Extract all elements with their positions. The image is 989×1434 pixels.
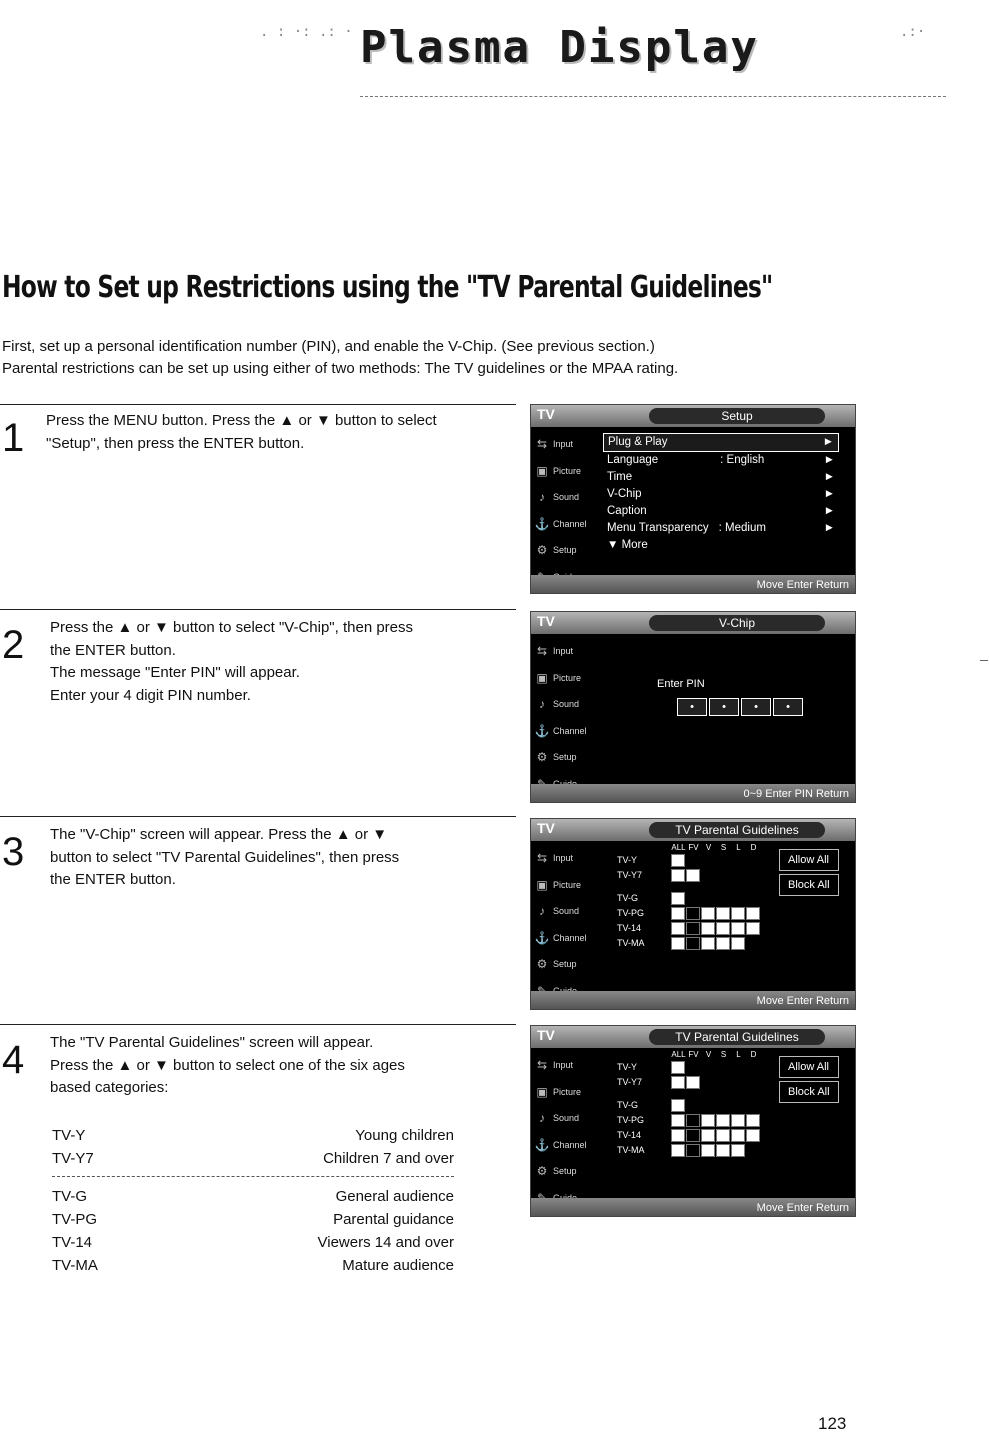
rating-row [52, 1231, 454, 1254]
side-label: Sound [553, 492, 580, 503]
rating-grid [615, 843, 761, 950]
grid-col-label: ALL [671, 843, 686, 852]
side-label: Picture [553, 465, 582, 476]
grid-col-label: ALL [671, 1050, 686, 1059]
step-line: Press the ▲ or ▼ button to select "V-Chip", then press [50, 619, 414, 636]
header-banner [240, 4, 946, 100]
side-item-channel[interactable] [531, 511, 597, 538]
osd-hints: Move Enter Return [756, 1202, 849, 1214]
grid-row-label: TV-G [617, 1100, 639, 1110]
side-item-sound[interactable] [531, 898, 597, 925]
rating-desc: General audience [335, 1188, 454, 1205]
lock-cell[interactable] [686, 907, 700, 920]
grid-row[interactable] [615, 1143, 761, 1157]
picture-icon: ▣ [536, 877, 548, 892]
step-line: the ENTER button. [50, 641, 176, 659]
side-label: Input [553, 1060, 574, 1071]
menu-item-time[interactable] [603, 469, 839, 486]
osd-side-menu [531, 638, 597, 797]
rating-desc: Parental guidance [333, 1211, 454, 1228]
menu-label: Menu Transparency [607, 522, 709, 534]
osd-side-menu [531, 1052, 597, 1211]
allow-all-button[interactable]: Allow All [779, 849, 839, 871]
rating-divider [52, 1176, 454, 1177]
rating-desc: Young children [355, 1127, 454, 1144]
step-line: Press the ▲ or ▼ button to select one of the six ages [50, 1056, 405, 1074]
menu-value [632, 469, 823, 486]
grid-col-label: D [750, 843, 757, 852]
side-label: Setup [553, 1166, 577, 1177]
osd-tv-label: TV [537, 1027, 555, 1043]
sound-icon: ♪ [539, 1111, 545, 1126]
grid-row-label: TV-Y7 [617, 870, 643, 880]
lock-cell[interactable] [731, 922, 745, 935]
osd-hints: 0~9 Enter PIN Return [743, 788, 849, 800]
sound-icon: ♪ [539, 697, 545, 712]
side-item-sound[interactable] [531, 691, 597, 718]
side-label: Setup [553, 752, 577, 763]
menu-label: ▼ More [607, 539, 648, 551]
grid-row-label: TV-PG [617, 908, 645, 918]
menu-label: V-Chip [607, 488, 642, 500]
side-item-setup[interactable] [531, 1158, 597, 1185]
pin-input[interactable] [677, 698, 805, 716]
ratings-list [52, 1124, 454, 1277]
rating-desc: Viewers 14 and over [317, 1234, 454, 1251]
lock-cell[interactable] [671, 922, 685, 935]
side-item-picture[interactable] [531, 458, 597, 485]
side-item-input[interactable] [531, 1052, 597, 1079]
lock-cell[interactable] [686, 869, 700, 882]
osd-titlebar [531, 819, 855, 841]
grid-row-label: TV-Y [617, 1062, 638, 1072]
side-item-input[interactable] [531, 845, 597, 872]
rating-code: TV-Y [52, 1127, 86, 1144]
lock-cell[interactable] [716, 1144, 730, 1157]
side-label: Sound [553, 699, 580, 710]
menu-label: Language [607, 454, 659, 466]
step-line: The message "Enter PIN" will appear. [50, 664, 300, 681]
side-label: Sound [553, 906, 580, 917]
intro-line: Parental restrictions can be set up using either of two methods: The TV guidelines or the MPAA rating. [2, 360, 679, 377]
lock-cell[interactable] [686, 1129, 700, 1142]
lock-cell[interactable] [671, 1114, 685, 1127]
side-label: Setup [553, 959, 577, 970]
rating-row [52, 1185, 454, 1208]
grid-buttons [779, 849, 839, 899]
banner-rule [360, 96, 946, 97]
rating-code: TV-Y7 [52, 1150, 94, 1167]
setup-icon: ⚙ [536, 957, 548, 972]
lock-cell[interactable] [716, 1129, 730, 1142]
picture-icon: ▣ [536, 670, 548, 685]
lock-cell[interactable] [746, 1129, 760, 1142]
step-text [50, 824, 520, 892]
grid-row-label: TV-PG [617, 1115, 645, 1125]
channel-icon: ⚓ [534, 1137, 550, 1152]
lock-cell[interactable] [671, 1099, 685, 1112]
step-rule [0, 816, 516, 817]
side-item-setup[interactable] [531, 537, 597, 564]
side-label: Picture [553, 879, 582, 890]
side-label: Channel [553, 932, 587, 943]
grid-col-label: S [720, 1050, 727, 1059]
osd-title: V-Chip [649, 615, 825, 631]
side-item-sound[interactable] [531, 1105, 597, 1132]
grid-header [671, 843, 761, 852]
lock-cell[interactable] [746, 907, 760, 920]
lock-cell[interactable] [701, 1114, 715, 1127]
channel-icon: ⚓ [534, 516, 550, 531]
osd-tv-label: TV [537, 613, 555, 629]
grid-col-label: V [705, 1050, 712, 1059]
osd-hint-bar [531, 1198, 855, 1216]
setup-icon: ⚙ [536, 1164, 548, 1179]
lock-cell[interactable] [716, 922, 730, 935]
osd-hints: Move Enter Return [756, 995, 849, 1007]
picture-icon: ▣ [536, 1084, 548, 1099]
chevron-right-icon: ► [823, 454, 835, 466]
step-rule [0, 609, 516, 610]
banner-noise-right: .:· [900, 24, 926, 40]
side-label: Input [553, 853, 574, 864]
side-item-input[interactable] [531, 638, 597, 665]
pin-digit-box[interactable]: • [773, 698, 803, 716]
pin-digit-box[interactable]: • [741, 698, 771, 716]
menu-item-language[interactable] [603, 452, 839, 469]
osd-side-menu [531, 431, 597, 590]
grid-col-label: D [750, 1050, 757, 1059]
input-icon: ⇆ [536, 851, 548, 866]
grid-row[interactable] [615, 1098, 761, 1112]
block-all-button[interactable]: Block All [779, 874, 839, 896]
step-line: The "TV Parental Guidelines" screen will appear. [50, 1034, 374, 1051]
side-label: Picture [553, 672, 582, 683]
menu-label: Time [607, 471, 633, 483]
grid-row-label: TV-G [617, 893, 639, 903]
grid-row[interactable] [615, 1113, 761, 1127]
grid-header [671, 1050, 761, 1059]
menu-value [642, 486, 824, 503]
banner-noise: . : ·: .: · [260, 24, 353, 40]
block-all-button[interactable]: Block All [779, 1081, 839, 1103]
rating-desc: Mature audience [342, 1257, 454, 1274]
step-line: "Setup", then press the ENTER button. [46, 434, 305, 452]
lock-cell[interactable] [731, 1114, 745, 1127]
grid-row-label: TV-MA [617, 938, 645, 948]
menu-value [648, 537, 835, 554]
side-item-setup[interactable] [531, 951, 597, 978]
grid-row-label: TV-Y7 [617, 1077, 643, 1087]
lock-cell[interactable] [671, 1076, 685, 1089]
chevron-right-icon: ► [823, 505, 835, 517]
osd-title: TV Parental Guidelines [649, 822, 825, 838]
channel-icon: ⚓ [534, 930, 550, 945]
grid-row[interactable] [615, 936, 761, 950]
side-item-picture[interactable] [531, 665, 597, 692]
input-icon: ⇆ [536, 644, 548, 659]
setup-icon: ⚙ [536, 750, 548, 765]
banner-title: Plasma Display [360, 22, 759, 73]
grid-row-label: TV-14 [617, 923, 642, 933]
menu-item-caption[interactable] [603, 503, 839, 520]
osd-titlebar [531, 1026, 855, 1048]
grid-row[interactable] [615, 891, 761, 905]
step-line: Press the MENU button. Press the ▲ or ▼ button to select [46, 412, 437, 429]
setup-menu-list [603, 433, 839, 554]
grid-row-label: TV-14 [617, 1130, 642, 1140]
osd-hints: Move Enter Return [756, 579, 849, 591]
grid-col-label: V [705, 843, 712, 852]
menu-item-v-chip[interactable] [603, 486, 839, 503]
lock-cell[interactable] [671, 937, 685, 950]
picture-icon: ▣ [536, 463, 548, 478]
grid-row-label: TV-MA [617, 1145, 645, 1155]
grid-col-label: S [720, 843, 727, 852]
lock-cell[interactable] [686, 937, 700, 950]
osd-side-menu [531, 845, 597, 1004]
rating-row [52, 1254, 454, 1277]
intro-line: First, set up a personal identification number (PIN), and enable the V-Chip. (See previous section.) [2, 338, 655, 355]
grid-row[interactable] [615, 1075, 761, 1089]
side-label: Channel [553, 725, 587, 736]
menu-value [667, 434, 822, 451]
step-rule [0, 1024, 516, 1025]
lock-cell[interactable] [671, 907, 685, 920]
lock-cell[interactable] [686, 1076, 700, 1089]
step-number: 4 [2, 1038, 25, 1082]
grid-row[interactable] [615, 1060, 761, 1074]
side-item-channel[interactable] [531, 925, 597, 952]
pin-digit-box[interactable]: • [709, 698, 739, 716]
chevron-right-icon: ► [822, 436, 834, 448]
lock-cell[interactable] [746, 1114, 760, 1127]
menu-value: : English [720, 454, 765, 466]
grid-row[interactable] [615, 921, 761, 935]
grid-row[interactable] [615, 1128, 761, 1142]
side-item-channel[interactable] [531, 718, 597, 745]
step-number: 2 [2, 623, 25, 667]
lock-cell[interactable] [701, 1144, 715, 1157]
page-heading: How to Set up Restrictions using the "TV Parental Guidelines" [2, 270, 773, 305]
lock-cell[interactable] [701, 907, 715, 920]
osd-title: Setup [649, 408, 825, 424]
lock-cell[interactable] [731, 907, 745, 920]
rating-grid [615, 1050, 761, 1157]
side-item-input[interactable] [531, 431, 597, 458]
osd-title: TV Parental Guidelines [649, 1029, 825, 1045]
step-line: button to select "TV Parental Guidelines", then press [50, 848, 400, 866]
osd-tv-label: TV [537, 406, 555, 422]
side-label: Input [553, 646, 574, 657]
rating-desc: Children 7 and over [323, 1150, 454, 1167]
chevron-right-icon: ► [823, 471, 835, 483]
menu-label: Plug & Play [608, 436, 668, 448]
step-text [50, 1032, 520, 1100]
grid-buttons [779, 1056, 839, 1106]
side-label: Picture [553, 1086, 582, 1097]
lock-cell[interactable] [671, 869, 685, 882]
rating-row [52, 1147, 454, 1170]
side-label: Sound [553, 1113, 580, 1124]
lock-cell[interactable] [731, 1144, 745, 1157]
rating-code: TV-G [52, 1188, 88, 1205]
lock-cell[interactable] [671, 1061, 685, 1074]
channel-icon: ⚓ [534, 723, 550, 738]
grid-row[interactable] [615, 868, 761, 882]
margin-mark [980, 660, 988, 661]
lock-cell[interactable] [686, 1144, 700, 1157]
lock-cell[interactable] [716, 937, 730, 950]
side-item-channel[interactable] [531, 1132, 597, 1159]
enter-pin-label: Enter PIN [657, 678, 705, 690]
lock-cell[interactable] [701, 922, 715, 935]
side-label: Input [553, 439, 574, 450]
side-item-picture[interactable] [531, 1079, 597, 1106]
lock-cell[interactable] [731, 1129, 745, 1142]
grid-col-label: L [736, 1050, 741, 1059]
osd-titlebar [531, 612, 855, 634]
osd-parental-guidelines-screen [530, 818, 856, 1010]
osd-tv-label: TV [537, 820, 555, 836]
input-icon: ⇆ [536, 437, 548, 452]
menu-label: Caption [607, 505, 647, 517]
side-item-picture[interactable] [531, 872, 597, 899]
step-number: 1 [2, 416, 25, 460]
intro-text [2, 336, 862, 380]
osd-setup-screen [530, 404, 856, 594]
grid-col-label: L [736, 843, 741, 852]
step-line: Enter your 4 digit PIN number. [50, 686, 251, 704]
lock-cell[interactable] [671, 1144, 685, 1157]
lock-cell[interactable] [671, 1129, 685, 1142]
osd-vchip-pin-screen [530, 611, 856, 803]
allow-all-button[interactable]: Allow All [779, 1056, 839, 1078]
menu-item-menu-transparency[interactable] [603, 520, 839, 537]
side-item-sound[interactable] [531, 484, 597, 511]
grid-col-label: FV [688, 1050, 699, 1059]
lock-cell[interactable] [671, 854, 685, 867]
step-line: based categories: [50, 1079, 169, 1096]
side-label: Setup [553, 545, 577, 556]
lock-cell[interactable] [716, 1114, 730, 1127]
side-label: Channel [553, 1139, 587, 1150]
grid-row-label: TV-Y [617, 855, 638, 865]
lock-cell[interactable] [701, 1129, 715, 1142]
osd-hint-bar [531, 784, 855, 802]
side-label: Channel [553, 518, 587, 529]
sound-icon: ♪ [539, 490, 545, 505]
lock-cell[interactable] [716, 907, 730, 920]
pin-digit-box[interactable]: • [677, 698, 707, 716]
lock-cell[interactable] [701, 937, 715, 950]
rating-code: TV-14 [52, 1234, 93, 1251]
grid-col-label: FV [688, 843, 699, 852]
grid-row[interactable] [615, 853, 761, 867]
step-line: the ENTER button. [50, 871, 176, 888]
setup-icon: ⚙ [536, 543, 548, 558]
osd-hint-bar [531, 575, 855, 593]
rating-code: TV-MA [52, 1257, 98, 1274]
step-text [50, 617, 520, 707]
lock-cell[interactable] [686, 1114, 700, 1127]
lock-cell[interactable] [746, 922, 760, 935]
sound-icon: ♪ [539, 904, 545, 919]
rating-row [52, 1208, 454, 1231]
rating-row [52, 1124, 454, 1147]
osd-hint-bar [531, 991, 855, 1009]
osd-titlebar [531, 405, 855, 427]
menu-item-more[interactable] [603, 537, 839, 554]
step-text [46, 410, 516, 455]
osd-parental-guidelines-select-screen [530, 1025, 856, 1217]
lock-cell[interactable] [731, 937, 745, 950]
step-rule [0, 404, 516, 405]
menu-item-plug-and-play[interactable] [603, 433, 839, 452]
menu-value [647, 503, 824, 520]
input-icon: ⇆ [536, 1058, 548, 1073]
side-item-setup[interactable] [531, 744, 597, 771]
grid-row[interactable] [615, 906, 761, 920]
step-line: The "V-Chip" screen will appear. Press the ▲ or ▼ [50, 826, 388, 843]
chevron-right-icon: ► [823, 522, 835, 534]
chevron-right-icon: ► [823, 488, 835, 500]
rating-code: TV-PG [52, 1211, 98, 1228]
grid-gap [615, 882, 761, 890]
step-number: 3 [2, 830, 25, 874]
page-number: 123 [818, 1414, 847, 1433]
lock-cell[interactable] [686, 922, 700, 935]
grid-gap [615, 1089, 761, 1097]
lock-cell[interactable] [671, 892, 685, 905]
menu-value: : Medium [718, 522, 766, 534]
